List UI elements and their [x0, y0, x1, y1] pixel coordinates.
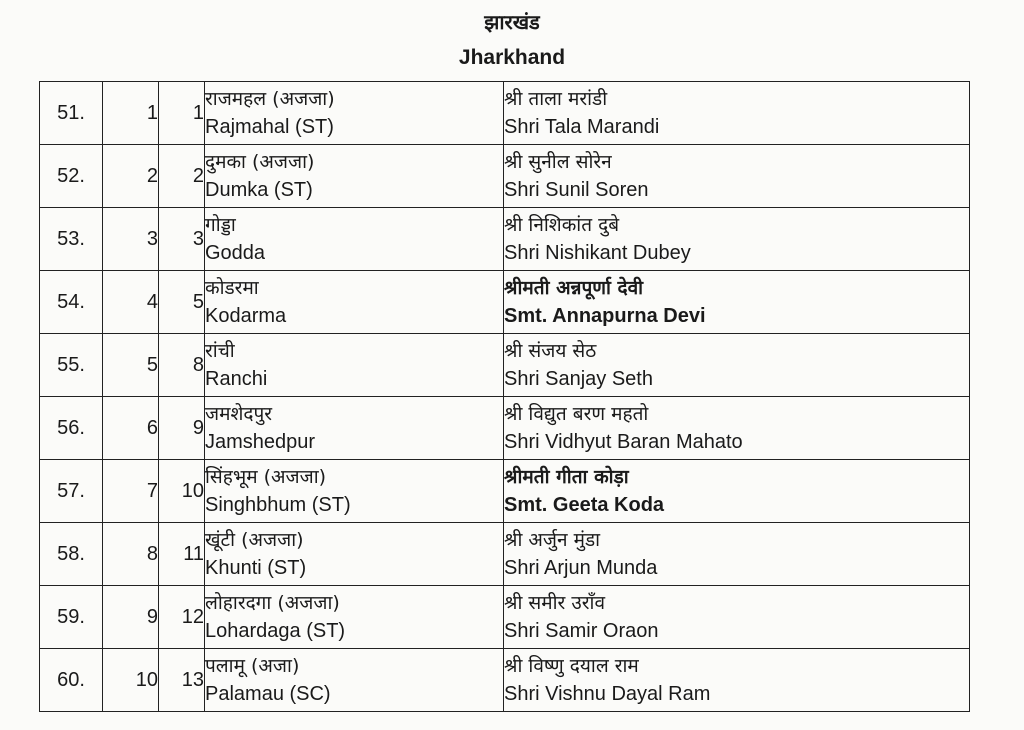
pc-number: 3	[103, 208, 159, 271]
candidate-name-english: Shri Sunil Soren	[504, 179, 649, 201]
constituency-number: 13	[159, 649, 205, 712]
pc-number: 10	[103, 649, 159, 712]
serial-number: 54.	[40, 271, 103, 334]
candidate-cell	[504, 208, 970, 271]
table-row	[40, 145, 970, 208]
state-title-hindi: झारखंड	[484, 10, 540, 34]
serial-number: 52.	[40, 145, 103, 208]
candidate-cell	[504, 145, 970, 208]
candidate-name-english: Shri Tala Marandi	[504, 116, 660, 138]
table-row	[40, 460, 970, 523]
pc-number: 7	[103, 460, 159, 523]
candidate-name-english: Smt. Geeta Koda	[504, 494, 665, 516]
constituency-cell	[205, 460, 504, 523]
constituency-number: 8	[159, 334, 205, 397]
candidate-name-english: Shri Arjun Munda	[504, 557, 658, 579]
serial-number: 59.	[40, 586, 103, 649]
candidate-name-hindi: श्री विद्युत बरण महतो	[504, 403, 649, 425]
constituency-name-hindi: पलामू (अजा)	[205, 655, 300, 677]
constituency-name-english: Jamshedpur	[205, 431, 316, 453]
constituency-cell	[205, 334, 504, 397]
serial-number: 53.	[40, 208, 103, 271]
constituency-cell	[205, 271, 504, 334]
constituency-name-hindi: जमशेदपुर	[205, 403, 273, 425]
candidate-cell	[504, 586, 970, 649]
constituency-name-english: Godda	[205, 242, 266, 264]
constituency-name-hindi: रांची	[205, 340, 235, 362]
candidate-name-english: Shri Sanjay Seth	[504, 368, 653, 390]
serial-number: 55.	[40, 334, 103, 397]
constituency-name-english: Singhbhum (ST)	[205, 494, 351, 516]
constituency-number: 11	[159, 523, 205, 586]
candidate-cell	[504, 460, 970, 523]
constituency-name-english: Kodarma	[205, 305, 287, 327]
constituency-name-english: Lohardaga (ST)	[205, 620, 346, 642]
serial-number: 57.	[40, 460, 103, 523]
table-row	[40, 586, 970, 649]
candidate-name-hindi: श्री ताला मरांडी	[504, 88, 608, 110]
table-row	[40, 82, 970, 145]
constituency-name-hindi: गोड्डा	[205, 214, 236, 236]
constituency-cell	[205, 523, 504, 586]
constituency-cell	[205, 145, 504, 208]
constituency-cell	[205, 82, 504, 145]
candidate-name-english: Smt. Annapurna Devi	[504, 305, 706, 327]
constituency-name-hindi: कोडरमा	[205, 277, 259, 299]
candidate-table	[39, 81, 970, 712]
table-row	[40, 208, 970, 271]
candidate-name-english: Shri Samir Oraon	[504, 620, 659, 642]
pc-number: 4	[103, 271, 159, 334]
candidate-cell	[504, 334, 970, 397]
constituency-number: 9	[159, 397, 205, 460]
constituency-number: 5	[159, 271, 205, 334]
candidate-cell	[504, 649, 970, 712]
constituency-number: 2	[159, 145, 205, 208]
constituency-name-english: Rajmahal (ST)	[205, 116, 334, 138]
pc-number: 9	[103, 586, 159, 649]
candidate-cell	[504, 397, 970, 460]
constituency-number: 3	[159, 208, 205, 271]
constituency-number: 10	[159, 460, 205, 523]
constituency-cell	[205, 208, 504, 271]
constituency-name-hindi: सिंहभूम (अजजा)	[205, 466, 327, 488]
table-row	[40, 334, 970, 397]
candidate-cell	[504, 523, 970, 586]
pc-number: 1	[103, 82, 159, 145]
serial-number: 58.	[40, 523, 103, 586]
pc-number: 2	[103, 145, 159, 208]
pc-number: 5	[103, 334, 159, 397]
candidate-cell	[504, 82, 970, 145]
constituency-name-english: Dumka (ST)	[205, 179, 313, 201]
candidate-name-hindi: श्री संजय सेठ	[504, 340, 597, 362]
candidate-name-hindi: श्रीमती अन्नपूर्णा देवी	[504, 277, 644, 299]
constituency-name-hindi: खूंटी (अजजा)	[205, 529, 304, 551]
constituency-name-english: Palamau (SC)	[205, 683, 331, 705]
constituency-cell	[205, 586, 504, 649]
constituency-cell	[205, 397, 504, 460]
candidate-name-hindi: श्रीमती गीता कोड़ा	[504, 466, 629, 488]
candidate-name-english: Shri Nishikant Dubey	[504, 242, 691, 264]
table-row	[40, 397, 970, 460]
table-row	[40, 649, 970, 712]
constituency-number: 1	[159, 82, 205, 145]
constituency-name-hindi: राजमहल (अजजा)	[205, 88, 335, 110]
candidate-table-body	[40, 82, 970, 712]
pc-number: 6	[103, 397, 159, 460]
constituency-name-english: Khunti (ST)	[205, 557, 307, 579]
candidate-name-hindi: श्री विष्णु दयाल राम	[504, 655, 639, 677]
constituency-name-english: Ranchi	[205, 368, 268, 390]
candidate-name-english: Shri Vishnu Dayal Ram	[504, 683, 711, 705]
candidate-name-english: Shri Vidhyut Baran Mahato	[504, 431, 743, 453]
candidate-name-hindi: श्री निशिकांत दुबे	[504, 214, 620, 236]
table-row	[40, 523, 970, 586]
serial-number: 51.	[40, 82, 103, 145]
constituency-number: 12	[159, 586, 205, 649]
constituency-cell	[205, 649, 504, 712]
constituency-name-hindi: दुमका (अजजा)	[205, 151, 315, 173]
candidate-name-hindi: श्री समीर उराँव	[504, 592, 606, 614]
candidate-name-hindi: श्री सुनील सोरेन	[504, 151, 612, 173]
serial-number: 60.	[40, 649, 103, 712]
serial-number: 56.	[40, 397, 103, 460]
table-row	[40, 271, 970, 334]
candidate-name-hindi: श्री अर्जुन मुंडा	[504, 529, 601, 551]
pc-number: 8	[103, 523, 159, 586]
constituency-name-hindi: लोहारदगा (अजजा)	[205, 592, 340, 614]
candidate-cell	[504, 271, 970, 334]
state-title-english: Jharkhand	[458, 46, 566, 69]
